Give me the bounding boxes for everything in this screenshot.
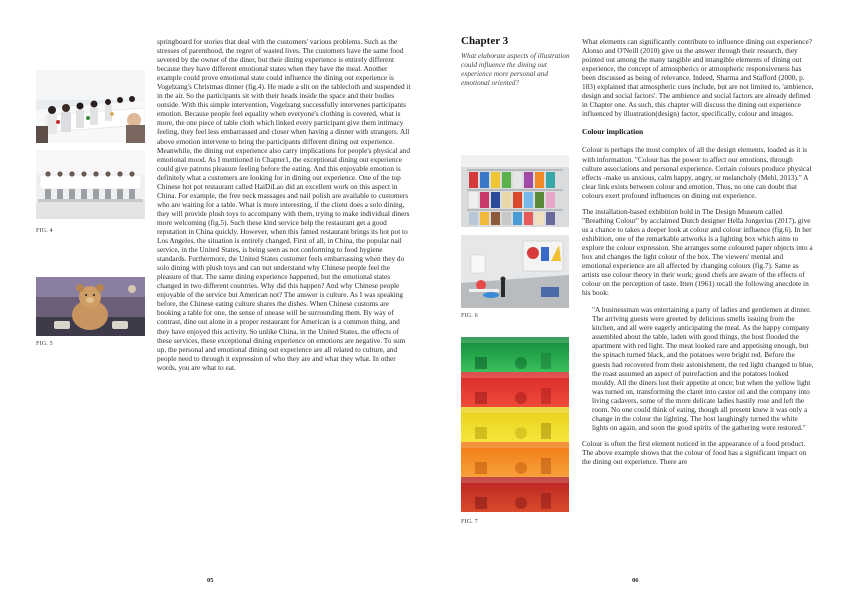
fig6-photo-top	[461, 155, 569, 227]
fig7-photo	[461, 337, 569, 512]
itten-quote: "A businessman was entertaining a party of ladies and gentlemen at dinner. The arriving guests were greeted by delicious smells issuing from the kitchen, and all were eagerly anticipating the meal. As the happy company assembled about the table, laden with good things, the host flooded the apartment with red light. The meat looked rare and appetising enough, but the spinach turned black, and the potatoes were bright red. Before the guests had recovered from their astonishment, the red light changed to blue, the roast assumed an aspect of putrefaction and the potatoes looked mouldy. All the diners lost their appetite at once; but when the yellow light was turned on, transforming the claret into castor oil and the company into living cadavers, some of the more delicate ladies hastily rose and left the room. No one could think of eating, though all present knew it was only a change in the colour the lighting. The host laughingly turned the white lights on again, and soon the good spirits of the gathering were restored."	[592, 305, 814, 432]
fig5-photo	[36, 277, 145, 336]
fig6-label: FIG. 6	[461, 313, 478, 319]
right-page-number: 06	[632, 577, 639, 584]
right-body-text	[582, 37, 814, 473]
section-heading: Colour implication	[582, 127, 644, 137]
left-page-number: 05	[207, 577, 214, 584]
chapter-title: Chapter 3	[461, 35, 509, 47]
chapter-subtitle: What elaborate aspects of illustration could influence the dining out experience more personal and emotional oriented?	[461, 52, 570, 87]
fig6-photo-bottom	[461, 235, 569, 308]
colour-paragraph-3: Colour is often the first element noticed in the appearance of a food product. The above example shows that the colour of food has a significant impact on the dining out experience. There are	[582, 438, 807, 466]
fig4-photo-top	[36, 70, 145, 143]
left-body-text	[157, 37, 412, 379]
fig4-photo-bottom	[36, 150, 145, 219]
fig5-label: FIG. 5	[36, 341, 53, 347]
colour-paragraph-1: Colour is perhaps the most complex of all the design elements, loaded as it is with information. "Colour has the power to affect our emotions, through culture associations and personal experience. Certain colours produce physical effects -make us anxious, calm happy, angry, or melancholy (Mehl, 2013)." A clear link exists between colour and emotion. Thus, no one can doubt that colours exert profound influences on dining out experience.	[582, 145, 812, 200]
fig7-label: FIG. 7	[461, 519, 478, 525]
intro-paragraph: What elements can significantly contribute to influence dining out experience? Alonso and O'Neill (2010) give us the answer through their research, they pointed out among the many tangible and intangible elements of dining out experience, the concept of atmospherics or atmospheric responsiveness has been discussed as being of relevance. Indeed, Sharma and Stafford (2000, p. 183) explained that atmospheric cues include, but are not limited to, 'ambience, design and social factors'. The ambience and social factors are already defined in Chapter one. As such, this chapter will discuss the dining out experience influenced by illustration(design) factor, specifically, colour and images.	[582, 37, 814, 119]
fig4-label: FIG. 4	[36, 228, 53, 234]
left-body-paragraph: springboard for stories that deal with the customers' various problems. Such as the stresses of parenthood, the regret of wasted lives. The customers have the same food severed by the owner of the diner, but their dining experience is entirely different because they have different emotional states when they have the meal. Another example could prove emotional state could influence the dining out experience is Vogelzang's Christmas dinner (fig.4). He made a slit on the tablecloth and suspended it in the air. So the participants sit with their heads inside the space and their bodies outside. With this simple intervention, Vogelzang successfully intervenes participants emotion. Because people feel equality when everyone's clothing is covered, what is more, the one piece of table cloth which linked every participant give them intimacy feeling, they feel less embarrassed and closer when having a dinner with strangers. All above emotion intervene to bring the participants different dining out experience. Meanwhile, the dining out experience also carry implications for people's physical and emotional mood. As I mentioned in Chapter1, the exceptional dining out experience could give patrons pleasure feeling before the eating. And this enjoyable emotion is definitely what a customers are looking for in dining out experience. One of the top Chinese hot pot restaurant called HaiDiLao did an excellent work on this aspect in China. For example, the free neck massages and nail polish are available to customers who are waiting for a table. What is more interesting, if the client does a solo dining, they will provide plush toys to accompany with them, trying to make individual diners more welcoming (fig.5). Such these kind service help the restaurant get a good reputation in China quickly. However, when this famed restaurant brings its hot pot to Los Angeles, the situation is entirely changed. First of all, in China, the popular nail service, in the United States, is being seen as not conforming to food hygiene standards. Furthermore, the United States customer feels embarrassing when they do solo dining with plush toys and can not understand why Chinese people feel the pleasure of that. The same dining experience happened, but the emotional states changed in two different countries. Why did this happen? And why Chinese people enjoyable of the service but American not? The answer is culture. As I was speaking before, the Chinese eating culture shares the dishes. When Chinese customs are booking a table for one, the sense of unease will be surrounding them. By way of contrast, dine out alone in a proper restaurant for American is a common thing, and they have enjoyed this activity. So unlike China, in the United States, the effects of these services, these exceptional dining experience on emotions are negative. To sum up, the personal and emotional dining out experience are all related to culture, and people need to through it expression of who they are and what they what. In other words, you are what to eat.	[157, 37, 411, 372]
colour-paragraph-2: The installation-based exhibition hold in The Design Museum called "Breathing Colour" by acclaimed Dutch designer Hella Jongerius (2017), give us a chance to takes a deeper look at colour and colour influence (fig.6). In her exhibition, one of the remarkable artworks is a lighting box which aims to explore the colour expression. She arranges some coloured paper objects into a box and changes the light colour of the box. The viewers' mental and emotional experience are all affected by changing colours (fig.7). Same as artists use colour theory in their work; good chefs are aware of the effects of colour on the perception of taste. Itten (1961) recall the following anecdote in his book:	[582, 206, 813, 298]
